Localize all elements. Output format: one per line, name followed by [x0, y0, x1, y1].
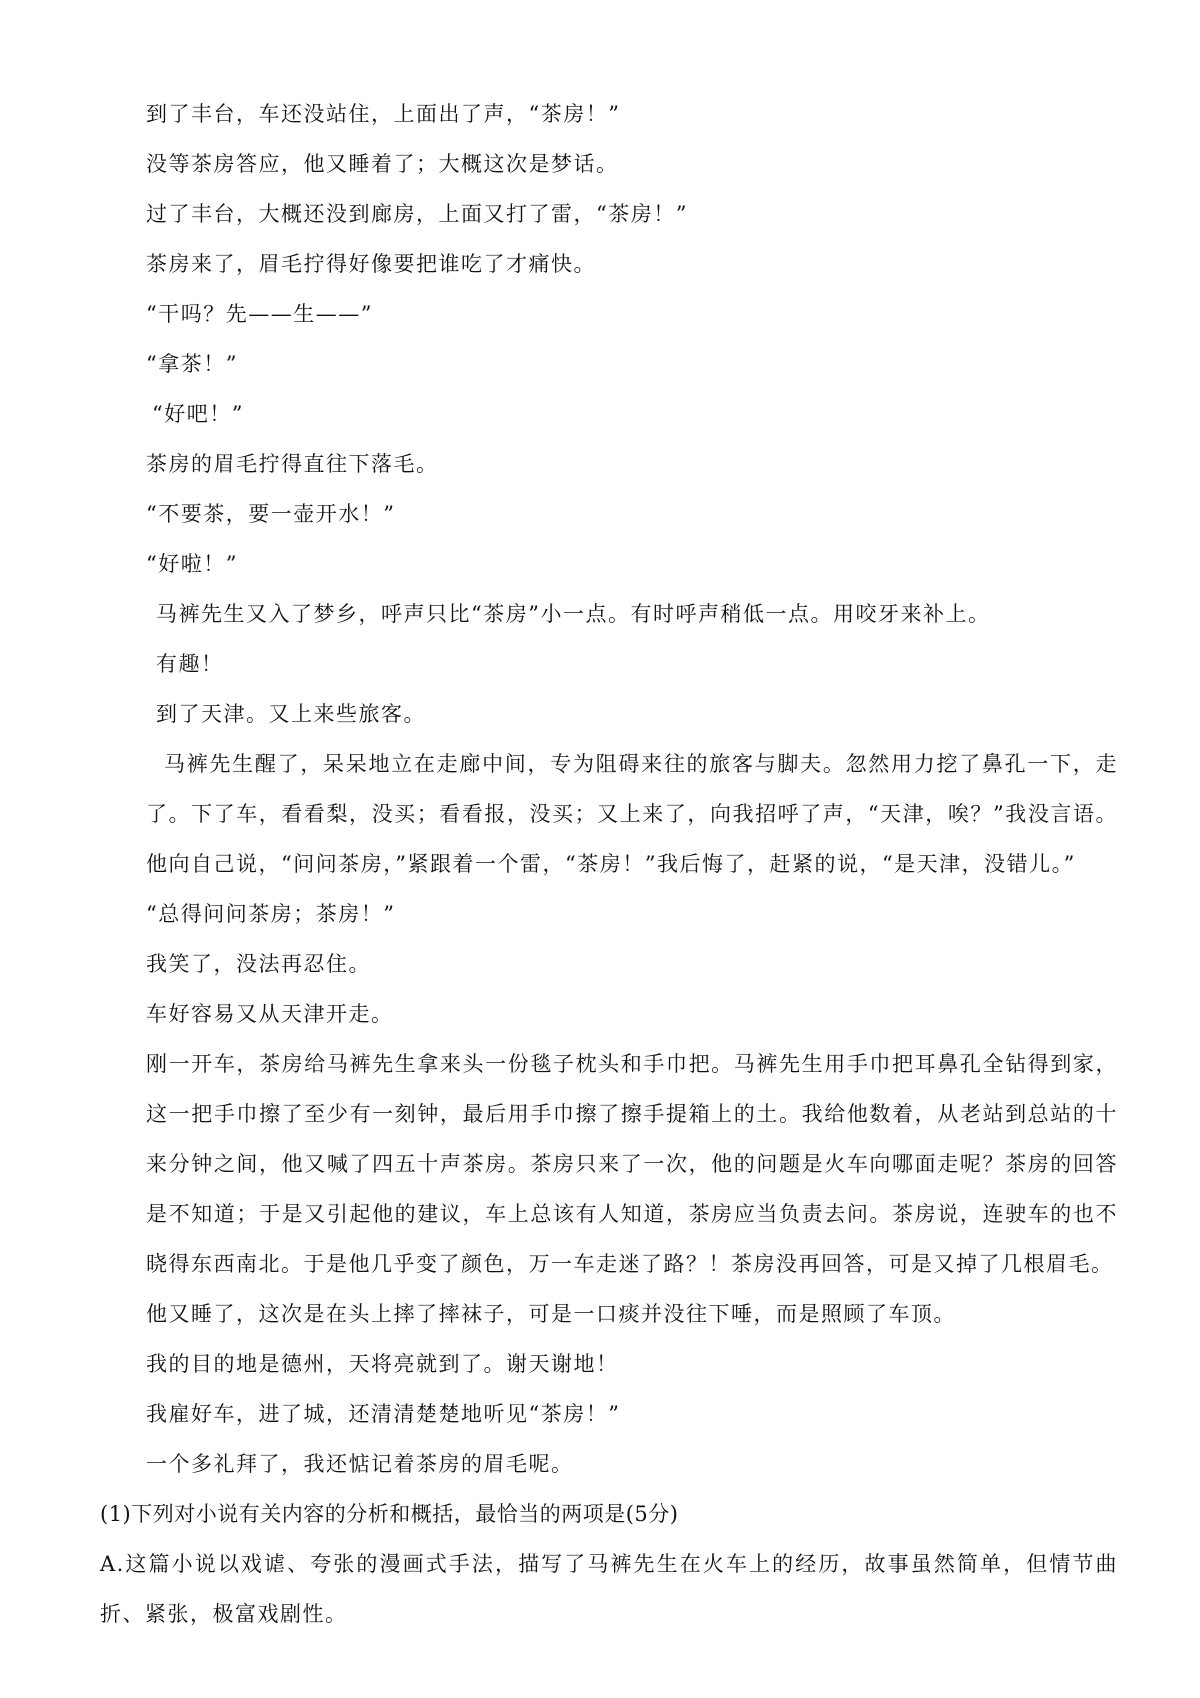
text-line: 没等茶房答应，他又睡着了；大概这次是梦话。 — [146, 152, 619, 176]
text-line: “不要茶，要一壶开水！” — [146, 502, 396, 526]
text-line: 我笑了，没法再忍住。 — [146, 952, 371, 976]
text-line: 马裤先生又入了梦乡，呼声只比“茶房”小一点。有时呼声稍低一点。用咬牙来补上。 — [156, 602, 991, 626]
text-line: 茶房的眉毛拧得直往下落毛。 — [146, 452, 439, 476]
text-line: “干吗？先——生——” — [146, 302, 373, 326]
text-line: “总得问问茶房；茶房！” — [146, 902, 396, 926]
text-line: 到了天津。又上来些旅客。 — [156, 702, 426, 726]
text-line: 到了丰台，车还没站住，上面出了声，“茶房！” — [146, 102, 621, 126]
text-line: 车好容易又从天津开走。 — [146, 1002, 394, 1026]
text-line: “拿茶！” — [146, 352, 238, 376]
text-line: 过了丰台，大概还没到廊房，上面又打了雷，“茶房！” — [146, 202, 688, 226]
paragraph-tianjin: 马裤先生醒了，呆呆地立在走廊中间，专为阻碍来往的旅客与脚夫。忽然用力挖了鼻孔一下，走了。下了车，看看梨，没买；看看报，没买；又上来了，向我招呼了声，“天津，唉？”我没言语。他向自己说，“问问茶房，”紧跟着一个雷，“茶房！”我后悔了，赶紧的说，“是天津，没错儿。” — [146, 752, 1118, 876]
text-line: “好吧！” — [152, 402, 244, 426]
text-line: 我的目的地是德州，天将亮就到了。谢天谢地！ — [146, 1352, 619, 1376]
question-stem: (1)下列对小说有关内容的分析和概括，最恰当的两项是(5分) — [100, 1502, 679, 1526]
text-line: 我雇好车，进了城，还清清楚楚地听见“茶房！” — [146, 1402, 621, 1426]
text-line: 有趣！ — [156, 652, 224, 676]
text-line: 他又睡了，这次是在头上摔了摔袜子，可是一口痰并没往下唾，而是照顾了车顶。 — [146, 1302, 956, 1326]
text-line: “好啦！” — [146, 552, 238, 576]
option-a: A.这篇小说以戏谑、夸张的漫画式手法，描写了马裤先生在火车上的经历，故事虽然简单，但情节曲折、紧张，极富戏剧性。 — [100, 1552, 1118, 1626]
paragraph-towel: 刚一开车，茶房给马裤先生拿来头一份毯子枕头和手巾把。马裤先生用手巾把耳鼻孔全钻得到家，这一把手巾擦了至少有一刻钟，最后用手巾擦了擦手提箱上的土。我给他数着，从老站到总站的十来分钟之间，他又喊了四五十声茶房。茶房只来了一次，他的问题是火车向哪面走呢？茶房的回答是不知道；于是又引起他的建议，车上总该有人知道，茶房应当负责去问。茶房说，连驶车的也不晓得东西南北。于是他几乎变了颜色，万一车走迷了路？！茶房没再回答，可是又掉了几根眉毛。 — [146, 1052, 1118, 1276]
text-line: 一个多礼拜了，我还惦记着茶房的眉毛呢。 — [146, 1452, 574, 1476]
text-line: 茶房来了，眉毛拧得好像要把谁吃了才痛快。 — [146, 252, 596, 276]
